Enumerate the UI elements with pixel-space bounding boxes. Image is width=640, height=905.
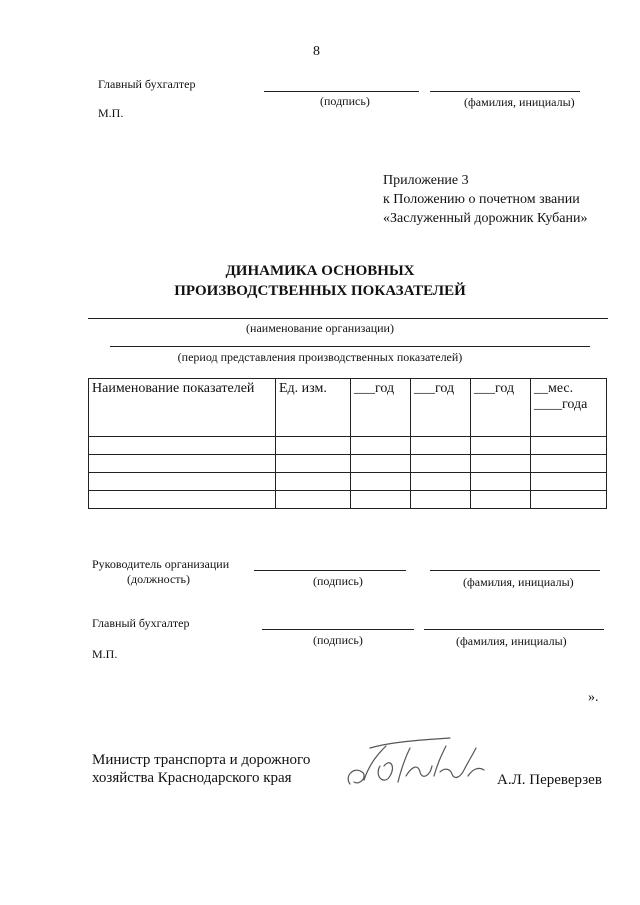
table-cell xyxy=(351,455,411,473)
organization-caption: (наименование организации) xyxy=(246,321,394,335)
header-year-3: ___год xyxy=(471,379,531,437)
page-number: 8 xyxy=(313,44,320,59)
table-row xyxy=(89,437,607,455)
head-position-caption: (должность) xyxy=(127,572,190,586)
top-signature-line xyxy=(264,91,419,92)
table-cell xyxy=(276,491,351,509)
accountant-stamp-mark: М.П. xyxy=(92,647,118,661)
header-year-2: ___год xyxy=(411,379,471,437)
table-cell xyxy=(89,491,276,509)
header-months-year: ____года xyxy=(534,397,588,412)
accountant-role: Главный бухгалтер xyxy=(92,616,190,630)
table-cell xyxy=(276,437,351,455)
top-name-line xyxy=(430,91,580,92)
minister-name: А.Л. Переверзев xyxy=(497,772,602,788)
appendix-line-3: «Заслуженный дорожник Кубани» xyxy=(383,211,588,226)
table-cell xyxy=(411,455,471,473)
head-signature-line xyxy=(254,570,406,571)
document-title-line-1: ДИНАМИКА ОСНОВНЫХ xyxy=(225,263,415,279)
top-name-caption: (фамилия, инициалы) xyxy=(464,95,575,109)
table-cell xyxy=(471,491,531,509)
accountant-name-caption: (фамилия, инициалы) xyxy=(456,634,567,648)
table-cell xyxy=(471,473,531,491)
period-line xyxy=(110,346,590,347)
table-cell xyxy=(351,491,411,509)
table-cell xyxy=(276,455,351,473)
table-row xyxy=(89,455,607,473)
closing-quote: ». xyxy=(588,690,599,705)
accountant-name-line xyxy=(424,629,604,630)
indicators-table xyxy=(88,378,607,509)
organization-line xyxy=(88,318,608,319)
table-cell xyxy=(89,455,276,473)
top-stamp-mark: М.П. xyxy=(98,106,124,120)
table-cell xyxy=(411,491,471,509)
minister-title-line-1: Министр транспорта и дорожного xyxy=(92,752,311,768)
head-role: Руководитель организации xyxy=(92,557,230,571)
minister-title-line-2: хозяйства Краснодарского края xyxy=(92,770,292,786)
table-cell xyxy=(531,437,607,455)
table-cell xyxy=(411,437,471,455)
table-cell xyxy=(89,437,276,455)
accountant-signature-line xyxy=(262,629,414,630)
document-title-line-2: ПРОИЗВОДСТВЕННЫХ ПОКАЗАТЕЛЕЙ xyxy=(174,283,466,299)
table-cell xyxy=(351,473,411,491)
table-cell xyxy=(531,455,607,473)
appendix-line-1: Приложение 3 xyxy=(383,173,469,188)
table-cell xyxy=(351,437,411,455)
table-cell xyxy=(531,491,607,509)
header-unit: Ед. изм. xyxy=(276,379,351,437)
table-cell xyxy=(471,455,531,473)
handwritten-signature xyxy=(340,736,490,796)
header-year-1: ___год xyxy=(351,379,411,437)
table-cell xyxy=(471,437,531,455)
table-cell xyxy=(531,473,607,491)
table-cell xyxy=(411,473,471,491)
accountant-signature-caption: (подпись) xyxy=(313,633,363,647)
table-row xyxy=(89,473,607,491)
appendix-line-2: к Положению о почетном звании xyxy=(383,192,580,207)
head-name-caption: (фамилия, инициалы) xyxy=(463,575,574,589)
header-indicator-name: Наименование показателей xyxy=(89,379,276,437)
table-cell xyxy=(276,473,351,491)
period-caption: (период представления производственных показателей) xyxy=(177,350,463,364)
header-months xyxy=(531,379,607,437)
top-accountant-role: Главный бухгалтер xyxy=(98,77,196,91)
head-name-line xyxy=(430,570,600,571)
table-row xyxy=(89,491,607,509)
table-header-row xyxy=(89,379,607,437)
head-signature-caption: (подпись) xyxy=(313,574,363,588)
table-cell xyxy=(89,473,276,491)
top-signature-caption: (подпись) xyxy=(320,94,370,108)
header-months-label: __мес. xyxy=(534,381,574,396)
